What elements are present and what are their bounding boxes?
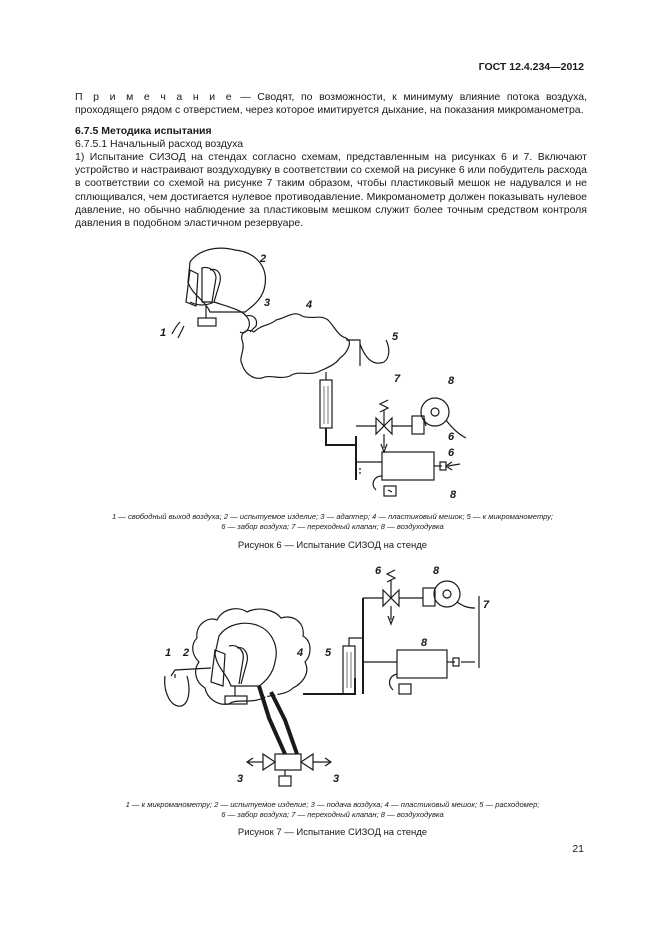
- fig7-label-4: 4: [297, 647, 304, 659]
- fig6-label-6a: 6: [448, 431, 455, 443]
- note-paragraph: [75, 91, 587, 117]
- fig6-label-7: 7: [394, 373, 401, 385]
- fig6-label-3: 3: [264, 297, 271, 309]
- section-heading: 6.7.5 Методика испытания: [75, 125, 212, 137]
- fig7-label-2: 2: [183, 647, 190, 659]
- figure-7-legend-line-2: 6 — забор воздуха; 7 — переходный клапан; 8 — воздуходувка: [221, 810, 444, 819]
- note-text: — Сводят, по возможности, к минимуму влияние потока воздуха, проходящего рядом с отверстием, через которое имитируется дыхание, на показания микроманометра.: [75, 91, 587, 117]
- figure-7-diagram: [135, 558, 515, 798]
- page-number: 21: [572, 843, 584, 855]
- figure-6-legend-line-1: 1 — свободный выход воздуха; 2 — испытуемое изделие; 3 — адаптер; 4 — пластиковый мешок; 5 — к микроманометру;: [111, 512, 554, 521]
- fig7-label-7: 7: [483, 599, 490, 611]
- fig7-label-3b: 3: [333, 773, 340, 785]
- fig7-label-8a: 8: [433, 565, 440, 577]
- fig7-label-5: 5: [325, 647, 332, 659]
- fig6-label-8a: 8: [448, 375, 455, 387]
- fig6-label-8b: 8: [450, 489, 457, 501]
- body-paragraph: 1) Испытание СИЗОД на стендах согласно схемам, представленным на рисунках 6 и 7. Включают устройство и настраивают воздуходувку в соответствии со схемой на рисунке 6 или побудитель расхода в соответствии со схемой на рисунке 7 таким образом, чтобы пластиковый мешок не надувался и не сплющивался, чем достигается нулевое противодавление. Микроманометр должен показывать нулевое давление, но обычно наблюдение за пластиковым мешком служит более точным средством контроля давления в подобном эластичном резервуаре.: [75, 151, 587, 230]
- figure-6-legend-line-2: 6 — забор воздуха; 7 — переходный клапан; 8 — воздуходувка: [221, 522, 444, 531]
- fig6-label-5: 5: [392, 331, 399, 343]
- figure-6-legend: [60, 512, 605, 532]
- fig7-label-3a: 3: [237, 773, 244, 785]
- fig6-label-1: 1: [160, 327, 167, 339]
- figure-7-legend-line-1: 1 — к микроманометру; 2 — испытуемое изделие; 3 — подача воздуха; 4 — пластиковый мешок; 5 — расходомер;: [125, 800, 540, 809]
- fig6-label-6b: 6: [448, 447, 455, 459]
- note-label: П р и м е ч а н и е: [75, 91, 234, 103]
- fig7-label-6: 6: [375, 565, 382, 577]
- standard-header: ГОСТ 12.4.234—2012: [478, 61, 584, 73]
- fig7-label-8b: 8: [421, 637, 428, 649]
- figure-6-diagram: [150, 240, 490, 510]
- subsection-heading: 6.7.5.1 Начальный расход воздуха: [75, 138, 244, 150]
- figure-6-caption: Рисунок 6 — Испытание СИЗОД на стенде: [237, 540, 428, 551]
- fig6-label-4: 4: [306, 299, 313, 311]
- fig6-label-2: 2: [260, 253, 267, 265]
- fig7-label-1: 1: [165, 647, 172, 659]
- figure-7-caption: Рисунок 7 — Испытание СИЗОД на стенде: [237, 827, 428, 838]
- figure-7-legend: [60, 800, 605, 820]
